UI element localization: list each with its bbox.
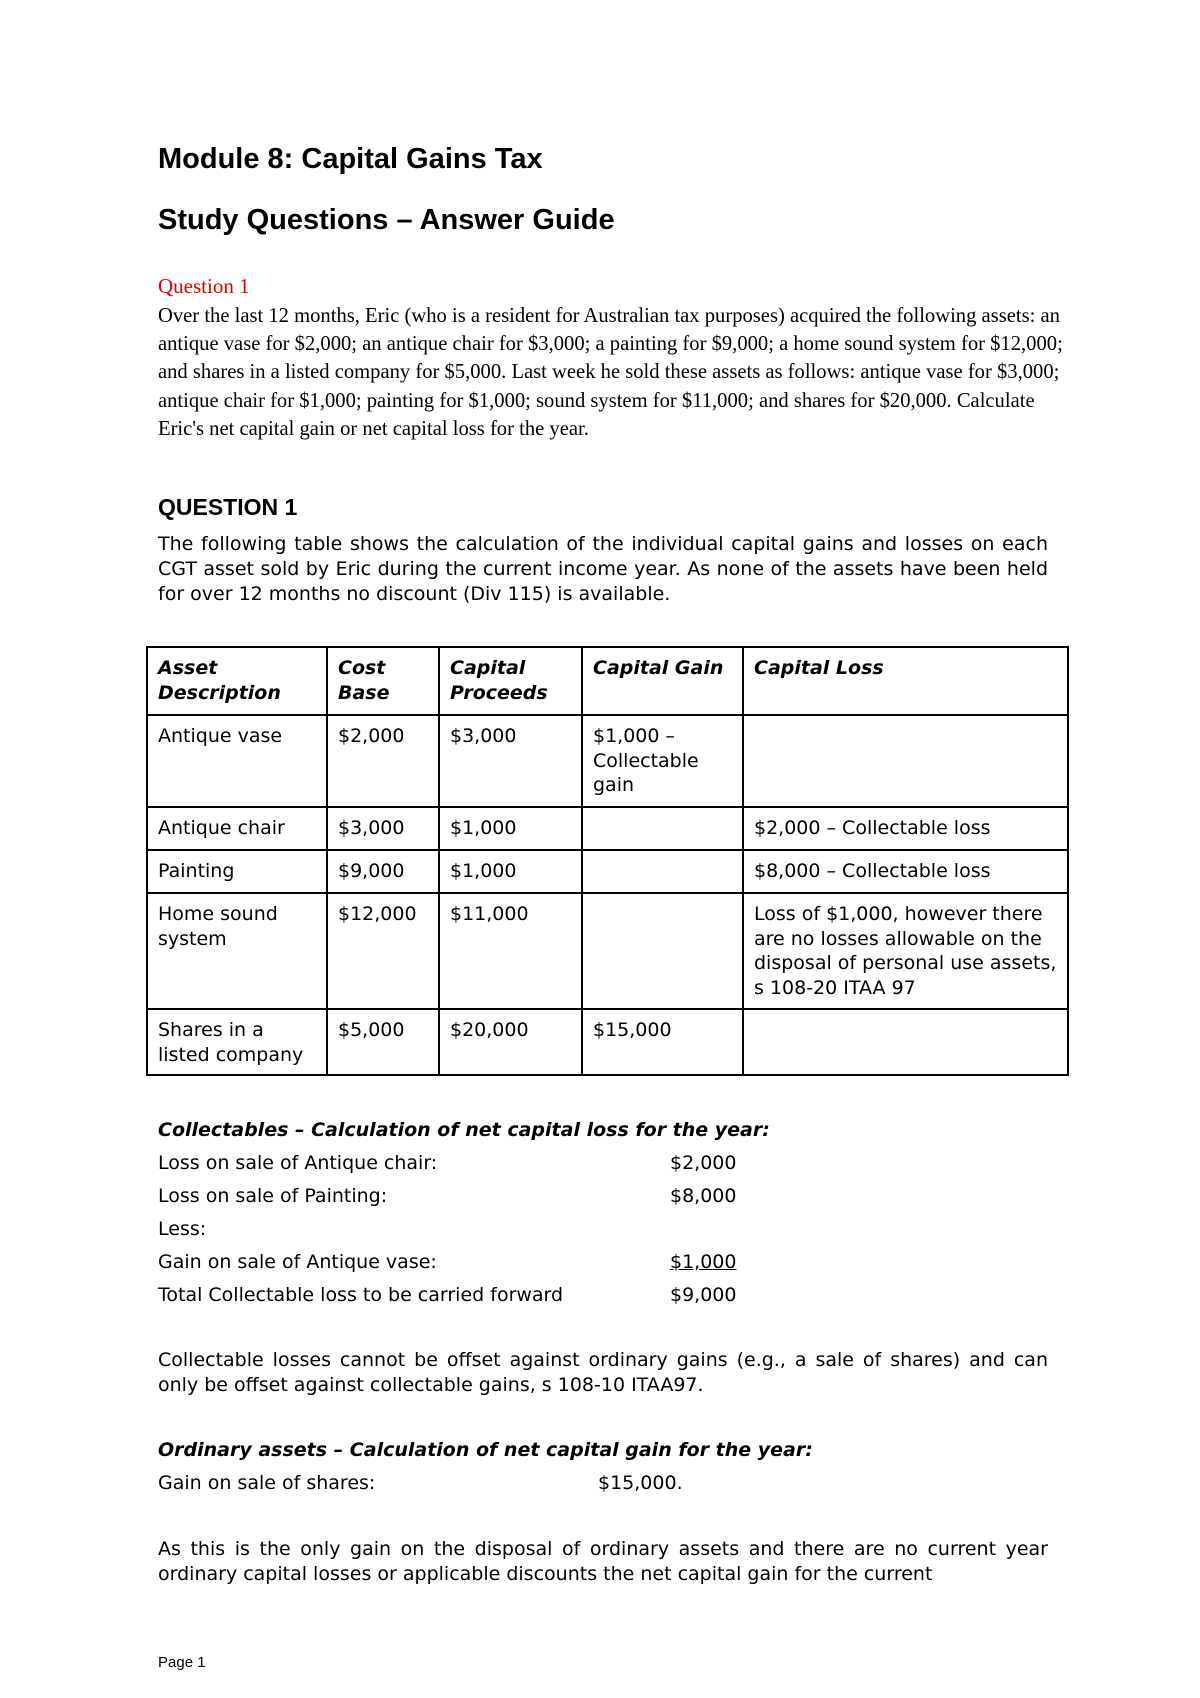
page-number: Page 1 <box>158 1654 206 1671</box>
page-subtitle: Study Questions – Answer Guide <box>158 204 615 236</box>
table-header-cell: Cost Base <box>327 647 439 715</box>
table-header-cell: Capital Proceeds <box>439 647 582 715</box>
table-cell: $1,000 <box>439 850 582 893</box>
table-cell: Home sound system <box>147 893 327 1009</box>
table-row <box>147 850 1068 893</box>
calc-total-label: Total Collectable loss to be carried forward <box>158 1284 564 1306</box>
table-cell: $12,000 <box>327 893 439 1009</box>
question-label: Question 1 <box>158 274 250 298</box>
calc-label: Loss on sale of Antique chair: <box>158 1152 438 1174</box>
table-cell: Painting <box>147 850 327 893</box>
table-cell: Loss of $1,000, however there are no losses allowable on the disposal of personal use assets, s 108-20 ITAA 97 <box>743 893 1068 1009</box>
table-row <box>147 893 1068 1009</box>
question-text: Over the last 12 months, Eric (who is a resident for Australian tax purposes) acquired the following assets: an antique vase for $2,000; an antique chair for $3,000; a painting for $9,000; a home sound system for $12,000; and shares in a listed company for $5,000. Last week he sold these assets as follows: antique vase for $3,000; antique chair for $1,000; painting for $1,000; sound system for $11,000; and shares for $20,000. Calculate Eric's net capital gain or net capital loss for the year. <box>158 305 1063 440</box>
ordinary-title: Ordinary assets – Calculation of net capital gain for the year: <box>158 1439 813 1461</box>
table-cell: $20,000 <box>439 1009 582 1075</box>
table-cell: $2,000 – Collectable loss <box>743 807 1068 850</box>
cgt-table <box>146 646 1069 1076</box>
answer-intro: The following table shows the calculation of the individual capital gains and losses on each CGT asset sold by Eric during the current income year. As none of the assets have been held for over 12 months no discount (Div 115) is available. <box>158 533 1048 605</box>
table-cell: $9,000 <box>327 850 439 893</box>
table-header-cell: Capital Gain <box>582 647 743 715</box>
calc-value: $8,000 <box>670 1185 737 1207</box>
table-cell <box>582 893 743 1009</box>
ordinary-label: Gain on sale of shares: <box>158 1472 376 1494</box>
table-cell: $1,000 – Collectable gain <box>582 715 743 807</box>
table-row <box>147 807 1068 850</box>
table-row <box>147 1009 1068 1075</box>
table-header-cell: Capital Loss <box>743 647 1068 715</box>
table-cell: $11,000 <box>439 893 582 1009</box>
table-header-row <box>147 647 1068 715</box>
table-header-cell: Asset Description <box>147 647 327 715</box>
table-cell: $15,000 <box>582 1009 743 1075</box>
calc-label: Gain on sale of Antique vase: <box>158 1251 437 1273</box>
table-cell: $1,000 <box>439 807 582 850</box>
answer-heading: QUESTION 1 <box>158 494 298 520</box>
table-cell: Antique vase <box>147 715 327 807</box>
calc-value: $2,000 <box>670 1152 737 1174</box>
table-cell: Shares in a listed company <box>147 1009 327 1075</box>
table-cell: $8,000 – Collectable loss <box>743 850 1068 893</box>
collectables-note: Collectable losses cannot be offset against ordinary gains (e.g., a sale of shares) and can only be offset against collectable gains, s 108-10 ITAA97. <box>158 1349 1048 1396</box>
table-cell: Antique chair <box>147 807 327 850</box>
ordinary-note: As this is the only gain on the disposal of ordinary assets and there are no current year ordinary capital losses or applicable discounts the net capital gain for the current <box>158 1538 1048 1585</box>
calc-value: $1,000 <box>670 1251 737 1273</box>
collectables-title: Collectables – Calculation of net capital loss for the year: <box>158 1119 770 1141</box>
table-cell: $3,000 <box>439 715 582 807</box>
calc-label: Less: <box>158 1218 207 1240</box>
table-row <box>147 715 1068 807</box>
ordinary-value: $15,000. <box>598 1472 683 1494</box>
table-cell: $2,000 <box>327 715 439 807</box>
table-cell <box>582 850 743 893</box>
calc-total-value: $9,000 <box>670 1284 737 1306</box>
table-cell <box>743 715 1068 807</box>
table-cell: $3,000 <box>327 807 439 850</box>
table-cell: $5,000 <box>327 1009 439 1075</box>
page-title: Module 8: Capital Gains Tax <box>158 143 543 175</box>
table-cell <box>743 1009 1068 1075</box>
calc-label: Loss on sale of Painting: <box>158 1185 388 1207</box>
table-cell <box>582 807 743 850</box>
